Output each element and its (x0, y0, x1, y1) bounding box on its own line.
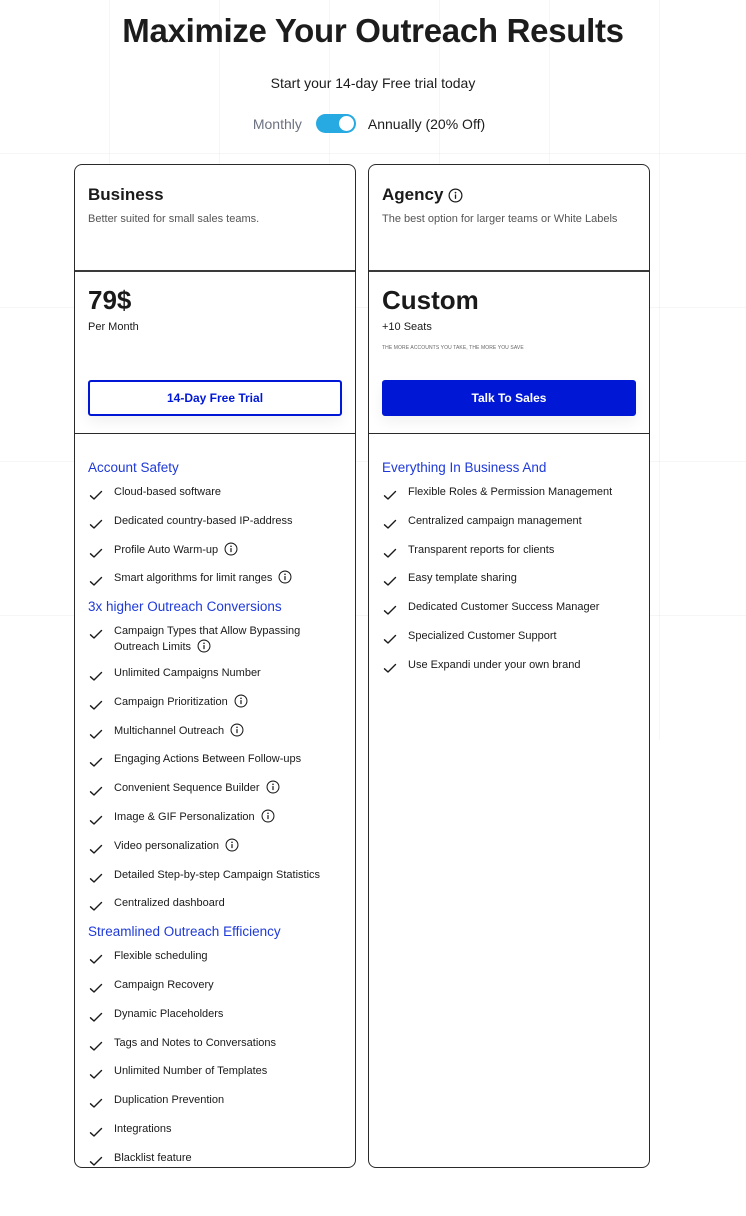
annual-label[interactable]: Annually (20% Off) (367, 115, 486, 132)
feature-group-title: Streamlined Outreach Efficiency (88, 924, 281, 940)
plan-pricing (369, 272, 649, 434)
talk-to-sales-button[interactable]: Talk To Sales (382, 380, 636, 416)
plan-price-note: THE MORE ACCOUNTS YOU TAKE, THE MORE YOU SAVE (382, 344, 524, 351)
check-icon (88, 898, 104, 914)
check-icon (88, 1038, 104, 1054)
feature-label: Profile Auto Warm-up (114, 542, 238, 558)
feature-item (382, 657, 636, 676)
feature-group (88, 460, 342, 589)
info-icon[interactable] (278, 570, 292, 584)
feature-label: Image & GIF Personalization (114, 809, 275, 825)
feature-item (382, 513, 636, 532)
page-subtitle: Start your 14-day Free trial today (270, 75, 476, 91)
plan-name-text: Business (88, 185, 164, 204)
feature-item (88, 484, 342, 503)
plan-price: Custom (382, 285, 479, 315)
plan-header (75, 165, 355, 272)
feature-label: Engaging Actions Between Follow-ups (114, 753, 302, 766)
check-icon (88, 870, 104, 886)
check-icon (88, 487, 104, 503)
check-icon (382, 631, 398, 647)
feature-label: Transparent reports for clients (408, 543, 555, 556)
feature-group (382, 460, 636, 676)
feature-label: Easy template sharing (408, 572, 517, 585)
feature-item (88, 1035, 342, 1054)
plan-pricing (75, 272, 355, 434)
check-icon (382, 660, 398, 676)
feature-item (88, 570, 342, 589)
check-icon (382, 602, 398, 618)
feature-label: Detailed Step-by-step Campaign Statistics (114, 868, 321, 881)
check-icon (88, 754, 104, 770)
feature-item (88, 1063, 342, 1082)
free-trial-button[interactable]: 14-Day Free Trial (88, 380, 342, 416)
feature-label: Use Expandi under your own brand (408, 658, 581, 671)
feature-label: Campaign Prioritization (114, 694, 248, 710)
feature-item (88, 838, 342, 857)
feature-item (88, 751, 342, 770)
feature-item (382, 628, 636, 647)
info-icon[interactable] (266, 780, 280, 794)
page-title: Maximize Your Outreach Results (122, 12, 624, 49)
feature-label: Centralized dashboard (114, 897, 225, 910)
check-icon (88, 1095, 104, 1111)
plan-seats: +10 Seats (382, 320, 432, 333)
check-icon (382, 545, 398, 561)
check-icon (88, 812, 104, 828)
check-icon (382, 573, 398, 589)
check-icon (88, 697, 104, 713)
check-icon (88, 573, 104, 589)
feature-label: Flexible scheduling (114, 950, 208, 963)
feature-item (88, 1121, 342, 1140)
feature-item (382, 542, 636, 561)
check-icon (88, 726, 104, 742)
feature-item (382, 599, 636, 618)
info-icon[interactable] (225, 838, 239, 852)
plan-card-agency (368, 164, 650, 1168)
check-icon (88, 1153, 104, 1169)
feature-item (88, 542, 342, 561)
feature-item (88, 623, 342, 655)
feature-item (88, 665, 342, 684)
feature-item (88, 1092, 342, 1111)
info-icon[interactable] (234, 694, 248, 708)
feature-label: Dedicated Customer Success Manager (408, 601, 600, 614)
feature-item (88, 1006, 342, 1025)
plan-name (88, 185, 342, 205)
info-icon[interactable] (197, 639, 211, 653)
feature-item (88, 895, 342, 914)
info-icon[interactable] (261, 809, 275, 823)
feature-label: Unlimited Campaigns Number (114, 666, 261, 679)
feature-group-title: Account Safety (88, 460, 179, 475)
feature-label: Flexible Roles & Permission Management (408, 486, 613, 498)
feature-label: Blacklist feature (114, 1151, 192, 1164)
feature-group (88, 599, 342, 914)
feature-label: Unlimited Number of Templates (114, 1065, 268, 1078)
check-icon (88, 841, 104, 857)
feature-item (88, 694, 342, 713)
check-icon (88, 626, 104, 642)
billing-period-toggle (0, 114, 746, 133)
feature-label: Cloud-based software (114, 486, 222, 498)
feature-label: Smart algorithms for limit ranges (114, 570, 292, 586)
info-icon[interactable] (448, 188, 463, 203)
check-icon (88, 545, 104, 561)
plan-price: 79$ (88, 285, 132, 315)
feature-label: Centralized campaign management (408, 514, 582, 527)
feature-item (88, 723, 342, 742)
check-icon (382, 516, 398, 532)
feature-group (88, 924, 342, 1169)
billing-switch[interactable] (316, 114, 356, 133)
check-icon (88, 980, 104, 996)
feature-item (88, 948, 342, 967)
feature-list (369, 434, 649, 676)
plan-name-text: Agency (382, 185, 444, 204)
feature-list (75, 434, 355, 1169)
check-icon (382, 487, 398, 503)
feature-item (88, 513, 342, 532)
feature-label: Tags and Notes to Conversations (114, 1036, 277, 1049)
feature-label: Dynamic Placeholders (114, 1007, 224, 1020)
plan-header (369, 165, 649, 272)
feature-label: Dedicated country-based IP-address (114, 514, 293, 527)
feature-group-title: 3x higher Outreach Conversions (88, 599, 282, 615)
feature-item (88, 977, 342, 996)
feature-item (382, 570, 636, 589)
plan-price-period: Per Month (88, 320, 139, 333)
check-icon (88, 951, 104, 967)
feature-item (382, 484, 636, 503)
feature-label: Duplication Prevention (114, 1094, 225, 1107)
feature-label: Specialized Customer Support (408, 629, 557, 642)
feature-label: Campaign Types that Allow Bypassing Outreach Limits (114, 625, 301, 654)
feature-label: Video personalization (114, 838, 239, 854)
feature-item (88, 867, 342, 886)
feature-item (88, 809, 342, 828)
switch-knob (339, 116, 354, 131)
plan-name (382, 185, 636, 205)
info-icon[interactable] (224, 542, 238, 556)
check-icon (88, 1124, 104, 1140)
info-icon[interactable] (230, 723, 244, 737)
check-icon (88, 516, 104, 532)
feature-item (88, 780, 342, 799)
monthly-label[interactable]: Monthly (252, 115, 302, 132)
feature-label: Integrations (114, 1122, 172, 1135)
plan-description: Better suited for small sales teams. (88, 213, 260, 225)
feature-group-title: Everything In Business And (382, 460, 547, 475)
plan-description: The best option for larger teams or White Labels (382, 213, 618, 225)
feature-label: Multichannel Outreach (114, 723, 244, 739)
plan-card-business (74, 164, 356, 1168)
feature-label: Convenient Sequence Builder (114, 780, 280, 796)
feature-item (88, 1150, 342, 1169)
check-icon (88, 1009, 104, 1025)
check-icon (88, 1066, 104, 1082)
check-icon (88, 668, 104, 684)
check-icon (88, 783, 104, 799)
feature-label: Campaign Recovery (114, 978, 214, 991)
